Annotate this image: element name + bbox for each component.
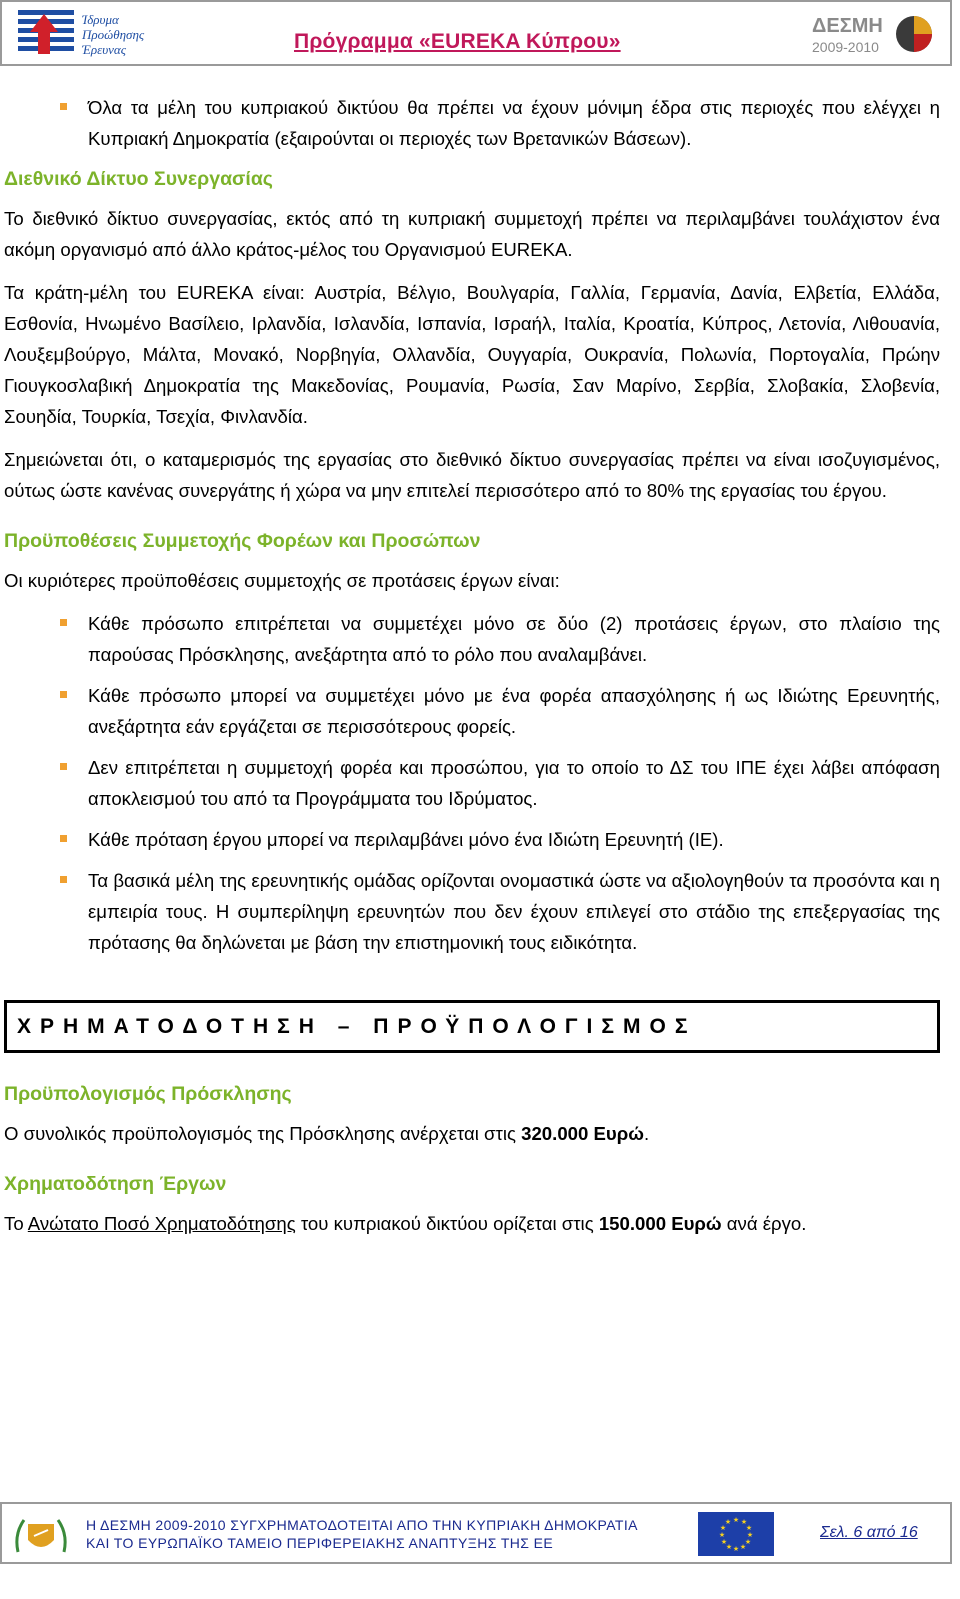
svg-text:★: ★ [745,1524,753,1532]
cyprus-emblem-icon [10,1510,72,1560]
desmi-logo-years: 2009-2010 [812,39,879,55]
list-item: Κάθε πρόταση έργου μπορεί να περιλαμβάνει μόνο ένα Ιδιώτη Ερευνητή (ΙΕ). [4,824,940,855]
svg-text:★: ★ [718,1531,726,1539]
list-item: Δεν επιτρέπεται η συμμετοχή φορέα και προσώπου, για το οποίο το ΔΣ του ΙΠΕ έχει λάβει απόφαση αποκλεισμού του από τα Προγράμματα του Ιδρύματος. [4,752,940,814]
paragraph: Σημειώνεται ότι, ο καταμερισμός της εργασίας στο διεθνικό δίκτυο συνεργασίας πρέπει να είναι ισοζυγισμένος, ούτως ώστε κανένας συνεργάτης ή χώρα να μην επιτελεί περισσότερο από το 80% της εργασίας του έργου. [4,449,940,501]
list-item: Τα βασικά μέλη της ερευνητικής ομάδας ορίζονται ονομαστικά ώστε να αξιολογηθούν τα προσόντα και η εμπειρία τους. Η συμπερίληψη ερευνητών που δεν έχουν επιλεγεί στο στάδιο της επεξεργασίας της πρότασης θα δηλώνεται με βάση την επιστημονική τους ειδικότητα. [4,865,940,958]
funding-amount: 150.000 Ευρώ [598,1213,722,1234]
page-title: Πρόγραμμα «EUREKA Κύπρου» [294,30,621,53]
footer-cofunding-note: Η ΔΕΣΜΗ 2009-2010 ΣΥΓΧΡΗΜΑΤΟΔΟΤΕΙΤΑΙ ΑΠΟ ΤΗΝ ΚΥΠΡΙΑΚΗ ΔΗΜΟΚΡΑΤΙΑ ΚΑΙ ΤΟ ΕΥΡΩΠΑΪΚΟ ΤΑΜΕΙΟ ΠΕΡΙΦΕΡΕΙΑΚΗΣ ΑΝΑΠΤΥΞΗΣ ΤΗΣ ΕΕ [86,1517,638,1551]
budget-amount: 320.000 Ευρώ [521,1123,644,1144]
logo-text-line1: Ίδρυμα [82,12,119,27]
svg-text:★: ★ [746,1531,754,1539]
desmi-logo [810,8,940,62]
section-heading-conditions: Προϋποθέσεις Συμμετοχής Φορέων και Προσώπων [4,530,481,552]
list-item: Κάθε πρόσωπο επιτρέπεται να συμμετέχει μόνο σε δύο (2) προτάσεις έργων, στο πλαίσιο της παρούσας Πρόσκλησης, ανεξάρτητα από το ρόλο που αναλαμβάνει. [4,608,940,670]
list-item: Όλα τα μέλη του κυπριακού δικτύου θα πρέπει να έχουν μόνιμη έδρα στις περιοχές που ελέγχει η Κυπριακή Δημοκρατία (εξαιρούνται οι περιοχές των Βρετανικών Βάσεων). [4,92,940,154]
logo-text-line2: Προώθησης [82,27,145,42]
svg-text:★: ★ [744,1538,752,1546]
page-number: Σελ. 6 από 16 [820,1524,918,1541]
bullet-square-icon [60,835,67,842]
paragraph: Το διεθνικό δίκτυο συνεργασίας, εκτός από τη κυπριακή συμμετοχή πρέπει να περιλαμβάνει τουλάχιστον ένα ακόμη οργανισμό από άλλο κράτος-μέλος του Οργανισμού EUREKA. [4,208,940,260]
bullet-square-icon [60,619,67,626]
conditions-bullet-list [4,608,940,958]
max-funding-term: Ανώτατο Ποσό Χρηματοδότησης [27,1213,296,1234]
svg-text:★: ★ [739,1543,747,1551]
svg-text:★: ★ [725,1543,733,1551]
paragraph: Τα κράτη-μέλη του EUREKA είναι: Αυστρία, Βέλγιο, Βουλγαρία, Γαλλία, Γερμανία, Δανία, Ελβετία, Ελλάδα, Εσθονία, Ηνωμένο Βασίλειο, Ιρλανδία, Ισλανδία, Ισπανία, Ισραήλ, Ιταλία, Κροατία, Κύπρος, Λετονία, Λιθουανία, Λουξεμβούργο, Μάλτα, Μονακό, Νορβηγία, Ολλανδία, Ουγγαρία, Ουκρανία, Πολωνία, Πορτογαλία, Πρώην Γιουγκοσλαβική Δημοκρατία της Μακεδονίας, Ρουμανία, Ρωσία, Σαν Μαρίνο, Σερβία, Σλοβακία, Σλοβενία, Σουηδία, Τουρκία, Τσεχία, Φινλανδία. [4,282,940,427]
section-heading-project-funding: Χρηματοδότηση Έργων [4,1173,227,1195]
budget-paragraph: Ο συνολικός προϋπολογισμός της Πρόσκλησης ανέρχεται στις 320.000 Ευρώ. [4,1123,650,1144]
section-banner-funding: ΧΡΗΜΑΤΟΔΟΤΗΣΗ – ΠΡΟΫΠΟΛΟΓΙΣΜΟΣ [4,1000,940,1053]
funding-paragraph: Το Ανώτατο Ποσό Χρηματοδότησης του κυπριακού δικτύου ορίζεται στις 150.000 Ευρώ ανά έργο. [4,1213,807,1234]
svg-text:★: ★ [740,1518,748,1526]
list-item: Κάθε πρόσωπο μπορεί να συμμετέχει μόνο με ένα φορέα απασχόλησης ή ως Ιδιώτης Ερευνητής, ανεξάρτητα εάν εργάζεται σε περισσότερους φορείς. [4,680,940,742]
desmi-logo-name: ΔΕΣΜΗ [812,15,883,37]
svg-text:★: ★ [719,1524,727,1532]
eu-flag-icon [698,1512,774,1556]
intro-bullet-list [4,92,940,154]
bullet-square-icon [60,876,67,883]
page-header [0,0,952,66]
svg-text:★: ★ [732,1516,740,1524]
section-heading-network: Διεθνικό Δίκτυο Συνεργασίας [4,168,273,190]
page-footer [0,1502,952,1564]
svg-text:★: ★ [724,1518,732,1526]
svg-text:★: ★ [720,1538,728,1546]
svg-text:★: ★ [732,1545,740,1553]
logo-text-line3: Έρευνας [82,42,127,57]
research-foundation-logo [14,6,164,62]
document-body [4,92,940,1251]
bullet-square-icon [60,763,67,770]
paragraph: Οι κυριότερες προϋποθέσεις συμμετοχής σε προτάσεις έργων είναι: [4,570,560,591]
bullet-square-icon [60,691,67,698]
bullet-square-icon [60,103,67,110]
section-heading-budget: Προϋπολογισμός Πρόσκλησης [4,1083,292,1105]
